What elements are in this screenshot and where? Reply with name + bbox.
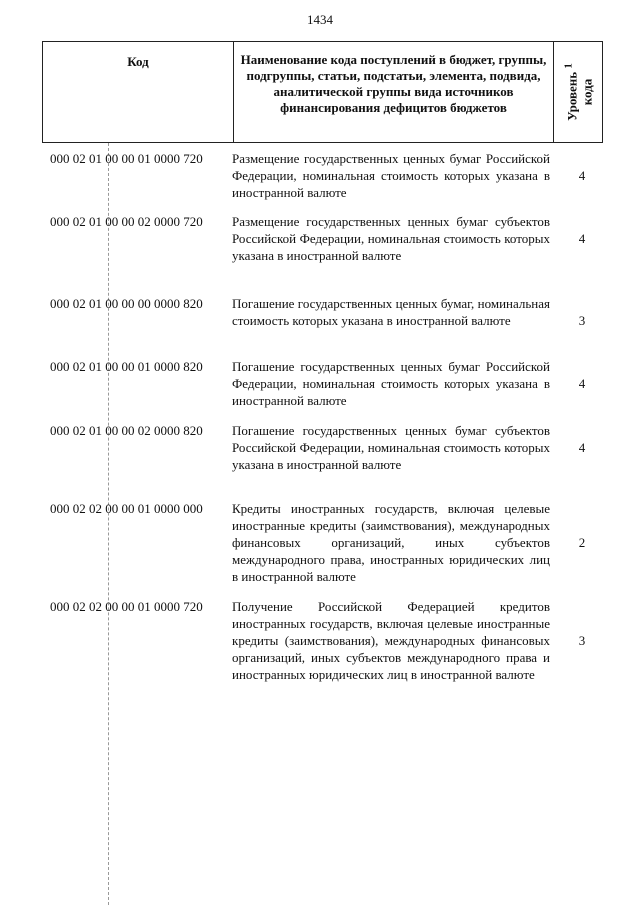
row-name: Размещение государственных ценных бумаг Российской Федерации, номинальная стоимость которых указана в иностранной валюте bbox=[232, 151, 550, 200]
header-level-sup: 1 bbox=[562, 63, 575, 69]
column-divider bbox=[108, 143, 109, 905]
row-code: 000 02 02 00 00 01 0000 720 bbox=[50, 599, 203, 614]
row-name: Погашение государственных ценных бумаг субъектов Российской Федерации, номинальная стоимость которых указана в иностранной валюте bbox=[232, 423, 550, 472]
row-level: 2 bbox=[578, 535, 586, 550]
row-level: 4 bbox=[578, 376, 586, 391]
row-code: 000 02 01 00 00 02 0000 720 bbox=[50, 214, 203, 229]
row-level: 4 bbox=[578, 168, 586, 183]
row-code: 000 02 01 00 00 02 0000 820 bbox=[50, 423, 203, 438]
row-name: Кредиты иностранных государств, включая целевые иностранные кредиты (заимствования), международных финансовых организаций, иных субъектов международного права, иностранных юридических лиц в иностранной валюте bbox=[232, 501, 550, 584]
row-code: 000 02 02 00 00 01 0000 000 bbox=[50, 501, 203, 516]
row-name: Размещение государственных ценных бумаг субъектов Российской Федерации, номинальная стоимость которых указана в иностранной валюте bbox=[232, 214, 550, 263]
row-level: 4 bbox=[578, 231, 586, 246]
row-name: Погашение государственных ценных бумаг, номинальная стоимость которых указана в иностранной валюте bbox=[232, 296, 550, 328]
header-code: Код bbox=[43, 42, 234, 142]
row-name: Погашение государственных ценных бумаг Российской Федерации, номинальная стоимость которых указана в иностранной валюте bbox=[232, 359, 550, 408]
header-level-word2: кода bbox=[579, 78, 595, 106]
header-level bbox=[554, 42, 602, 142]
table-header bbox=[42, 41, 603, 143]
row-level: 4 bbox=[578, 440, 586, 455]
row-name: Получение Российской Федерацией кредитов иностранных государств, включая целевые иностранные кредиты (заимствования), международных финансовых организаций, иных субъектов международного права и иностранных юридических лиц в иностранной валюте bbox=[232, 599, 550, 682]
header-name: Наименование кода поступлений в бюджет, группы, подгруппы, статьи, подстатьи, элемента, подвида, аналитической группы вида источников финансирования дефицитов бюджетов bbox=[234, 42, 554, 142]
row-code: 000 02 01 00 00 00 0000 820 bbox=[50, 296, 203, 311]
header-level-word: Уровень bbox=[564, 71, 580, 121]
row-code: 000 02 01 00 00 01 0000 720 bbox=[50, 151, 203, 166]
header-level-label bbox=[561, 63, 594, 121]
row-level: 3 bbox=[578, 633, 586, 648]
page-number: 1434 bbox=[307, 12, 333, 27]
row-level: 3 bbox=[578, 313, 586, 328]
row-code: 000 02 01 00 00 01 0000 820 bbox=[50, 359, 203, 374]
